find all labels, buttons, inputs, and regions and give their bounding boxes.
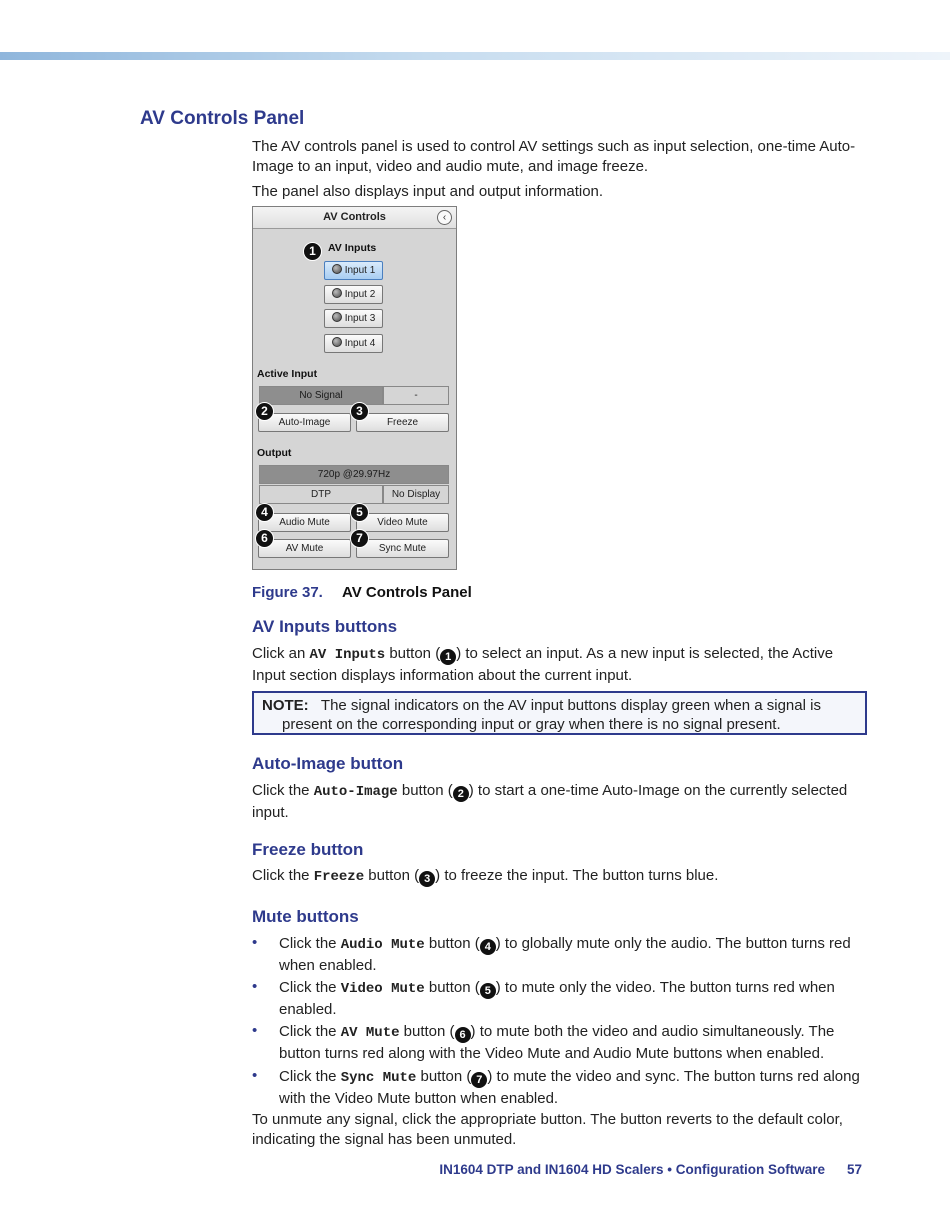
callout-number: 7 xyxy=(471,1072,487,1088)
text: Click the xyxy=(252,867,314,884)
audio-mute-button[interactable]: Audio Mute xyxy=(258,513,351,532)
text: button ( xyxy=(385,645,441,662)
callout-number: 4 xyxy=(480,939,496,955)
text: button ( xyxy=(424,979,480,996)
closing-paragraph: To unmute any signal, click the appropriate button. The button reverts to the default color, indicating the signal has been unmuted. xyxy=(252,1111,843,1148)
list-item xyxy=(279,934,864,975)
text: ) to mute both the video and audio simultaneously. The button turns red along with the Video Mute and Audio Mute buttons when enabled. xyxy=(279,1023,835,1062)
input-2-label: Input 2 xyxy=(344,289,376,300)
input-1-button[interactable] xyxy=(324,261,383,280)
callout-badge-3: 3 xyxy=(350,402,369,421)
heading-freeze: Freeze button xyxy=(252,840,364,859)
text: Click an xyxy=(252,645,310,662)
output-label: Output xyxy=(257,447,292,459)
av-inputs-paragraph xyxy=(252,644,864,685)
text: ) to mute only the video. The button turns red when enabled. xyxy=(279,979,835,1018)
heading-mute: Mute buttons xyxy=(252,907,359,926)
text: button ( xyxy=(397,782,453,799)
code-label: AV Mute xyxy=(340,1025,400,1041)
text: Click the xyxy=(279,935,341,952)
sync-mute-button[interactable]: Sync Mute xyxy=(356,539,449,558)
section-title: AV Controls Panel xyxy=(140,108,305,129)
callout-badge-4: 4 xyxy=(255,503,274,522)
callout-number: 3 xyxy=(419,871,435,887)
callout-badge-5: 5 xyxy=(350,503,369,522)
text: button ( xyxy=(416,1068,472,1085)
list-item xyxy=(279,978,864,1019)
text: Click the xyxy=(279,1023,341,1040)
text: Click the xyxy=(252,782,314,799)
av-controls-panel-figure xyxy=(252,206,457,570)
active-input-signal: No Signal xyxy=(259,386,383,405)
text: button ( xyxy=(364,867,420,884)
text: Click the xyxy=(279,979,341,996)
figure-number: Figure 37. xyxy=(252,584,323,601)
output-type: DTP xyxy=(259,485,383,504)
code-label: Sync Mute xyxy=(340,1070,417,1086)
list-item xyxy=(279,1022,864,1063)
code-label: AV Inputs xyxy=(309,647,386,663)
input-3-label: Input 3 xyxy=(344,313,376,324)
signal-led-icon xyxy=(332,312,342,322)
text: button ( xyxy=(399,1023,455,1040)
page-footer xyxy=(439,1162,862,1177)
input-2-button[interactable] xyxy=(324,285,383,304)
auto-image-paragraph xyxy=(252,781,864,822)
header-gradient-bar xyxy=(0,52,950,60)
bullet: • xyxy=(252,934,258,951)
panel-title: AV Controls xyxy=(253,207,456,229)
list-item xyxy=(279,1067,864,1108)
signal-led-icon xyxy=(332,264,342,274)
collapse-icon[interactable]: ‹ xyxy=(437,210,452,225)
note-box xyxy=(252,691,867,735)
text: ) to start a one-time Auto-Image on the currently selected input. xyxy=(252,782,848,821)
page-number: 57 xyxy=(846,1162,862,1177)
text: button ( xyxy=(424,935,480,952)
signal-led-icon xyxy=(332,288,342,298)
text: Click the xyxy=(279,1068,341,1085)
bullet: • xyxy=(252,1067,258,1084)
bullet: • xyxy=(252,1022,258,1039)
intro-paragraph-2: The panel also displays input and output information. xyxy=(252,183,604,200)
text: ) to select an input. As a new input is selected, the Active Input section displays information about the current input. xyxy=(252,645,834,684)
footer-title: IN1604 DTP and IN1604 HD Scalers • Configuration Software xyxy=(439,1162,825,1177)
callout-number: 6 xyxy=(455,1027,471,1043)
input-1-label: Input 1 xyxy=(344,265,376,276)
freeze-paragraph xyxy=(252,866,864,888)
callout-badge-2: 2 xyxy=(255,402,274,421)
output-resolution: 720p @29.97Hz xyxy=(259,465,449,484)
heading-av-inputs: AV Inputs buttons xyxy=(252,617,398,636)
auto-image-button[interactable]: Auto-Image xyxy=(258,413,351,432)
av-mute-button[interactable]: AV Mute xyxy=(258,539,351,558)
active-input-value: - xyxy=(383,386,449,405)
heading-auto-image: Auto-Image button xyxy=(252,754,404,773)
code-label: Freeze xyxy=(313,869,365,885)
active-input-label: Active Input xyxy=(257,368,318,380)
freeze-button[interactable]: Freeze xyxy=(356,413,449,432)
bullet: • xyxy=(252,978,258,995)
note-label: NOTE: xyxy=(262,697,309,714)
signal-led-icon xyxy=(332,337,342,347)
text: ) to mute the video and sync. The button turns red along with the Video Mute button when enabled. xyxy=(279,1068,860,1107)
video-mute-button[interactable]: Video Mute xyxy=(356,513,449,532)
callout-number: 1 xyxy=(440,649,456,665)
note-body: The signal indicators on the AV input buttons display green when a signal is present on the corresponding input or gray when there is no signal present. xyxy=(282,697,821,733)
callout-number: 5 xyxy=(480,983,496,999)
figure-title: AV Controls Panel xyxy=(342,584,472,601)
note-text xyxy=(262,696,865,734)
callout-number: 2 xyxy=(453,786,469,802)
text: ) to globally mute only the audio. The button turns red when enabled. xyxy=(279,935,851,974)
intro-paragraph: The AV controls panel is used to control AV settings such as input selection, one-time Auto-Image to an input, video and audio mute, and image freeze. xyxy=(252,138,856,175)
code-label: Video Mute xyxy=(340,981,425,997)
code-label: Auto-Image xyxy=(313,784,398,800)
callout-badge-6: 6 xyxy=(255,529,274,548)
input-4-label: Input 4 xyxy=(344,338,376,349)
callout-badge-7: 7 xyxy=(350,529,369,548)
code-label: Audio Mute xyxy=(340,937,425,953)
text: ) to freeze the input. The button turns blue. xyxy=(435,867,719,884)
callout-badge-1: 1 xyxy=(303,242,322,261)
output-display: No Display xyxy=(383,485,449,504)
input-3-button[interactable] xyxy=(324,309,383,328)
av-inputs-label: AV Inputs xyxy=(328,242,377,254)
input-4-button[interactable] xyxy=(324,334,383,353)
